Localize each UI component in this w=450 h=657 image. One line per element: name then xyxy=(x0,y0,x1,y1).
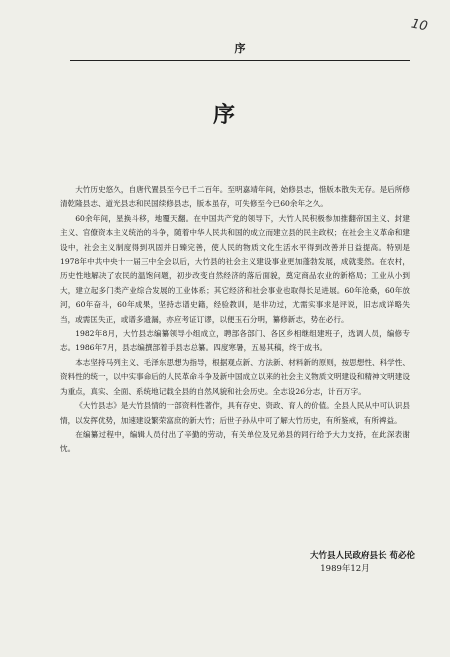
paragraph: 大竹历史悠久，自唐代置县至今已千二百年。至明嘉靖年间，始修县志，惜版本散失无存。是后所修清乾隆县志、道光县志和民国续修县志，版本虽存，可失修至今已60余年之久。 xyxy=(60,185,410,209)
date-line: 1989年12月 xyxy=(320,564,370,574)
header-rule xyxy=(70,60,410,61)
paragraph: 本志坚持马列主义、毛泽东思想为指导，根据观点新、方法新、材料新的原则，按思想性、科学性、资料性的统一，以中实事命后的人民革命斗争及新中国成立以来的社会主义物质文明建设和精神文明建设为重点，真实、全面、系统地记载全县的自然风貌和社会历史。全志设26分志，计百万字。 xyxy=(60,357,410,396)
paragraph: 1982年8月，大竹县志编纂领导小组成立，聘部各部门、各区乡相继组建班子，选调人员，编修专志。1986年7月，县志编撰部着手县志总纂。四度寒暑，五易其稿，终于成书。 xyxy=(60,329,410,353)
preface-body xyxy=(60,183,410,457)
handwritten-page-number: 10 xyxy=(410,16,430,35)
page-title: 序 xyxy=(212,102,237,128)
author-signature: 大竹县人民政府县长 荀必伦 xyxy=(310,551,415,561)
paragraph: 在编纂过程中，编辑人员付出了辛勤的劳动，有关单位及兄弟县的同行给予大力支持，在此深表谢忱。 xyxy=(60,429,410,454)
paragraph: 《大竹县志》是大竹县情的一部资料性著作，具有存史、资政、育人的价值。全县人民从中可认识县情，以发挥优势，加速建设繁荣富庶的新大竹；后世子孙从中可了解大竹历史，有所鉴戒，有所裨益。 xyxy=(60,401,410,425)
running-header: 序 xyxy=(234,42,246,55)
paragraph: 60余年间，星换斗移，地覆天翻。在中国共产党的领导下，大竹人民积极参加推翻帝国主义、封建主义、官僚资本主义统治的斗争，随着中华人民共和国的成立而建立县的民主政权；在社会主义革命和建设中，社会主义制度得到巩固并日臻完善，使人民的物质文化生活水平得到改善并日益提高。特别是1978年中共中央十一届三中全会以后，大竹县的社会主义建设事业更加蓬勃发展，成就斐然。在农村，历史性地解决了农民的温饱问题，初步改变自然经济的落后面貌，奠定商品农业的新格局；工业从小到大，建立起多门类产业综合发展的工业体系；其它经济和社会事业也取得长足进展。60年沧桑，60年放河，60年奋斗，60年成果，坚持志谱史籍，经验教训，是非功过，尤需实事求是评说，旧志成详略失当，或需匡失正，或谱多遗漏，亦应考证订谬，以便玉石分明，纂修新志，势在必行。 xyxy=(60,213,410,324)
